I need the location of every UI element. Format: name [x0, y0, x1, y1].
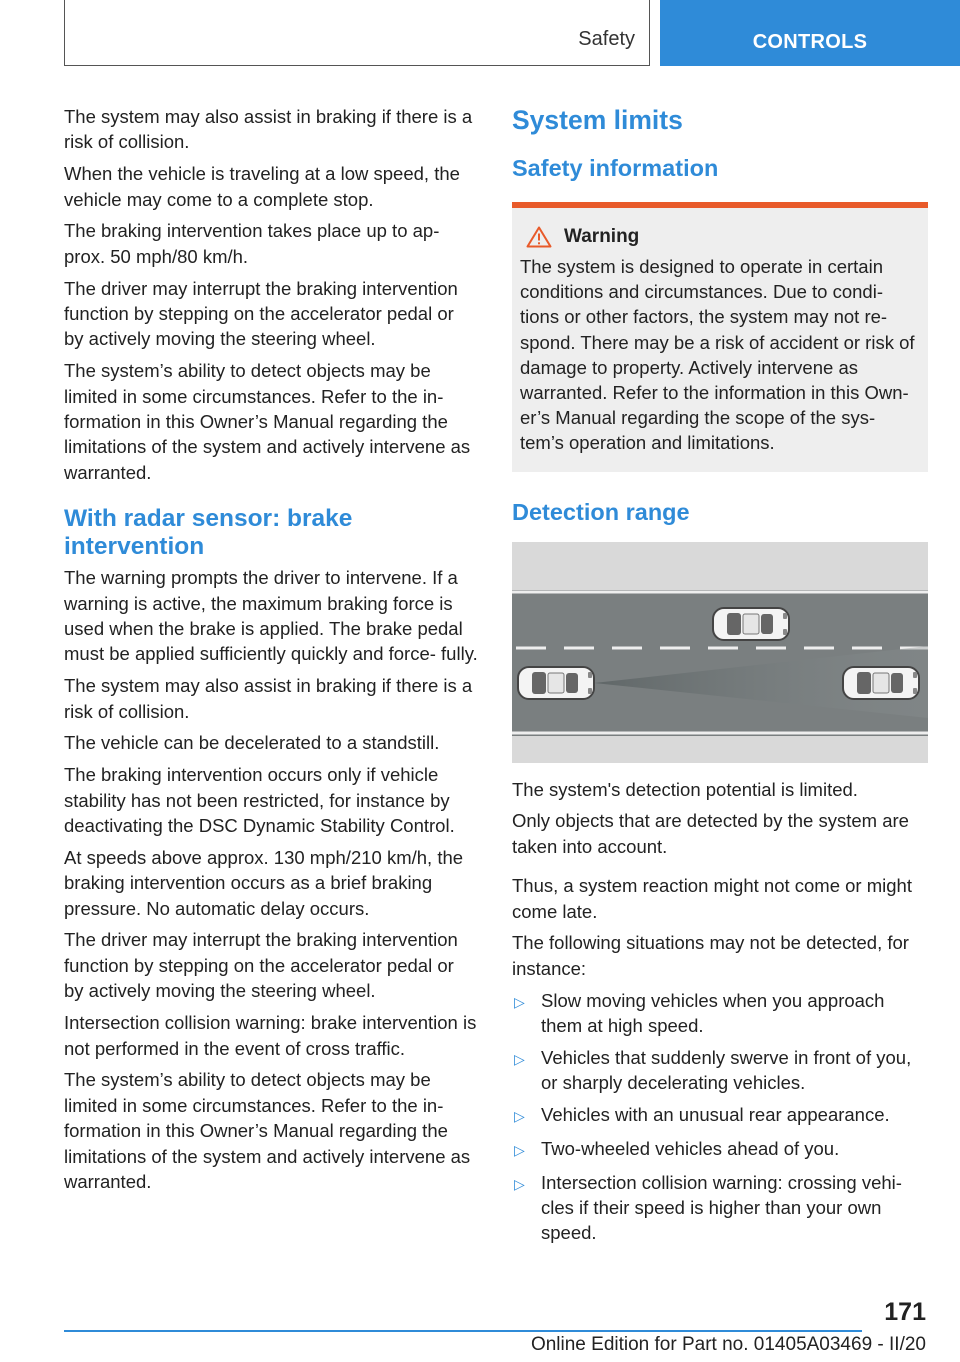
detection-range-illustration — [512, 542, 928, 763]
triangle-bullet-icon: ▷ — [514, 993, 525, 1010]
paragraph: The system’s ability to detect objects may be limited in some circumstances. Refer to the in‐ formation in this Owner’s Manual regarding the limitations of the system and actively intervene as warranted. — [64, 1069, 471, 1192]
warning-text: The system is designed to operate in certain conditions and circumstances. Due to condi‐ tions or other factors, the system may not re‐ spond. There may be a risk of accident or risk of damage to property. Actively intervene as warranted. Refer to the information in this Own‐ er’s Manual regarding the scope of the sys‐ tem’s operation and limitations. — [520, 256, 915, 454]
undetected-situations-list — [512, 988, 928, 1246]
paragraph: The driver may interrupt the braking intervention function by stepping on the accelerator pedal or by actively moving the steering wheel. — [64, 277, 458, 350]
left-column — [64, 104, 478, 1201]
heading-safety-information: Safety information — [512, 155, 719, 181]
list-item — [512, 1136, 928, 1163]
list-item — [512, 1102, 928, 1129]
triangle-bullet-icon: ▷ — [514, 1050, 525, 1067]
paragraph: Intersection collision warning: brake intervention is not performed in the event of cross traffic. — [64, 1012, 477, 1059]
list-item-text: Intersection collision warning: crossing vehi‐ cles if their speed is higher than your own speed. — [541, 1171, 902, 1244]
paragraph: The warning prompts the driver to intervene. If a warning is active, the maximum braking force is used when the brake is applied. The brake pedal must be applied sufficiently quickly and force‐ fully. — [64, 567, 478, 665]
list-item — [512, 1170, 928, 1246]
warning-title: Warning — [564, 226, 640, 247]
list-item-text: Vehicles that suddenly swerve in front of you, or sharply decelerating vehicles. — [541, 1046, 912, 1094]
heading-system-limits: System limits — [512, 105, 683, 135]
paragraph: The system's detection potential is limited. — [512, 778, 858, 800]
list-item-text: Slow moving vehicles when you approach them at high speed. — [541, 989, 885, 1037]
paragraph: The braking intervention takes place up to ap‐ prox. 50 mph/80 km/h. — [64, 220, 440, 267]
paragraph: The vehicle can be decelerated to a standstill. — [64, 732, 440, 754]
warning-header — [520, 226, 920, 248]
footer-edition-text: Online Edition for Part no. 01405A03469 - II/20 — [530, 1334, 926, 1355]
paragraph: The system’s ability to detect objects may be limited in some circumstances. Refer to the in‐ formation in this Owner’s Manual regarding the limitations of the system and actively intervene as warranted. — [64, 360, 471, 483]
paragraph: The system may also assist in braking if there is a risk of collision. — [64, 675, 473, 722]
paragraph: At speeds above approx. 130 mph/210 km/h, the braking intervention occurs as a brief braking pressure. No automatic delay occurs. — [64, 846, 464, 919]
paragraph: The system may also assist in braking if there is a risk of collision. — [64, 106, 473, 153]
right-column — [512, 104, 928, 1252]
header-section-title: Safety — [578, 28, 635, 50]
paragraph: When the vehicle is traveling at a low speed, the vehicle may come to a complete stop. — [64, 163, 460, 210]
list-item — [512, 988, 928, 1039]
header-section-box — [64, 0, 650, 66]
paragraph: Only objects that are detected by the system are taken into account. — [512, 810, 909, 857]
paragraph: The driver may interrupt the braking intervention function by stepping on the accelerator pedal or by actively moving the steering wheel. — [64, 929, 458, 1002]
paragraph: Thus, a system reaction might not come or might come late. — [512, 875, 912, 922]
triangle-bullet-icon: ▷ — [514, 1141, 525, 1158]
section-heading-brake-intervention: With radar sensor: brake intervention — [64, 505, 353, 561]
page-number: 171 — [884, 1298, 926, 1326]
road-diagram-graphic — [512, 542, 928, 763]
warning-box — [512, 202, 928, 472]
paragraph: The braking intervention occurs only if vehicle stability has not been restricted, for instance by deactivating the DSC Dynamic Stability Control. — [64, 764, 455, 837]
heading-detection-range: Detection range — [512, 498, 690, 525]
triangle-bullet-icon: ▷ — [514, 1108, 525, 1125]
list-item — [512, 1045, 928, 1096]
triangle-bullet-icon: ▷ — [514, 1175, 525, 1192]
footer-rule — [64, 1330, 862, 1332]
header-chapter-tab: CONTROLS — [660, 0, 960, 66]
list-item-text: Vehicles with an unusual rear appearance. — [541, 1104, 890, 1126]
paragraph: The following situations may not be detected, for instance: — [512, 932, 909, 979]
list-item-text: Two-wheeled vehicles ahead of you. — [541, 1137, 840, 1159]
warning-triangle-icon — [526, 226, 552, 248]
